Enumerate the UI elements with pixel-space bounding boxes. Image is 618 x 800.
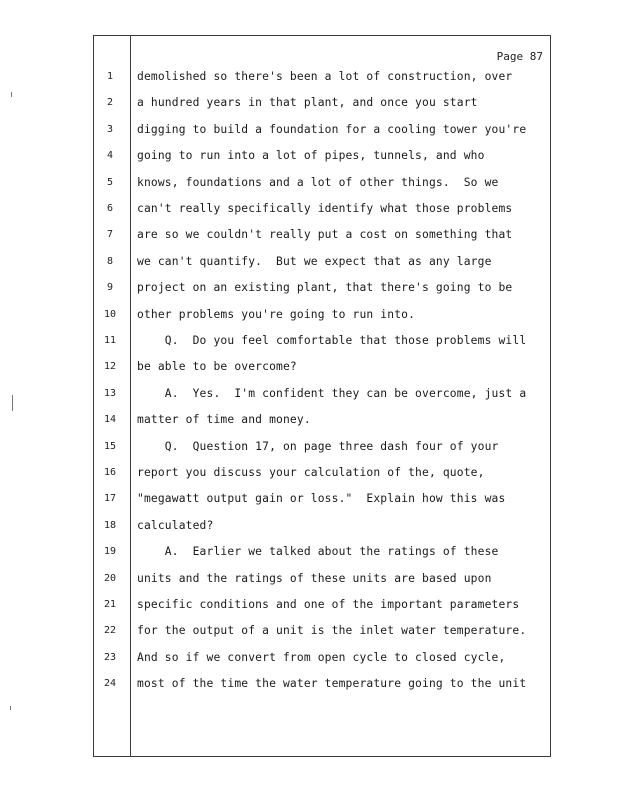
transcript-line: matter of time and money.: [137, 413, 311, 427]
transcript-line: be able to be overcome?: [137, 360, 297, 374]
line-number: 1: [106, 71, 114, 82]
line-number: 18: [103, 519, 117, 531]
transcript-line: A. Earlier we talked about the ratings of these: [137, 545, 499, 559]
transcript-line: are so we couldn't really put a cost on something that: [137, 228, 513, 242]
line-number: 6: [106, 203, 114, 214]
line-number: 13: [103, 387, 117, 399]
line-number: 19: [103, 546, 117, 558]
line-number: 8: [106, 255, 114, 267]
scan-speck: [12, 395, 13, 411]
line-number: 9: [106, 282, 114, 294]
line-number: 11: [103, 335, 117, 346]
transcript-line: Q. Question 17, on page three dash four of your: [137, 439, 499, 453]
line-number: 23: [103, 651, 117, 663]
transcript-line: A. Yes. I'm confident they can be overcome, just a: [137, 386, 527, 400]
line-number: 2: [106, 97, 114, 109]
transcript-line: specific conditions and one of the important parameters: [137, 598, 520, 611]
line-number: 14: [103, 414, 117, 426]
line-number: 16: [103, 467, 117, 478]
transcript-line: most of the time the water temperature going to the unit: [137, 677, 527, 691]
line-number: 5: [106, 176, 114, 188]
transcript-line: And so if we convert from open cycle to closed cycle,: [137, 650, 506, 664]
line-number: 20: [103, 572, 117, 584]
transcript-line: going to run into a lot of pipes, tunnels, and who: [137, 149, 485, 163]
line-number: 22: [103, 625, 117, 637]
scan-speck: [10, 706, 11, 710]
transcript-line: Q. Do you feel comfortable that those problems will: [137, 334, 527, 347]
transcript-line: we can't quantify. But we expect that as any large: [137, 254, 492, 268]
line-number: 24: [103, 678, 117, 690]
transcript-line: "megawatt output gain or loss." Explain how this was: [137, 492, 506, 506]
transcript-line: units and the ratings of these units are based upon: [137, 571, 492, 585]
line-number: 4: [106, 150, 114, 162]
line-number-margin-rule: [130, 35, 131, 757]
transcript-line: other problems you're going to run into.: [137, 307, 416, 321]
line-number: 12: [103, 361, 117, 373]
line-number: 17: [103, 493, 117, 505]
line-number: 15: [103, 440, 117, 452]
line-number: 10: [103, 308, 117, 320]
page-number-label: Page 87: [496, 50, 543, 63]
transcript-line: can't really specifically identify what those problems: [137, 202, 513, 215]
transcript-line: demolished so there's been a lot of construction, over: [137, 70, 513, 83]
transcript-line: project on an existing plant, that there's going to be: [137, 281, 513, 295]
transcript-line: digging to build a foundation for a cooling tower you're: [137, 122, 527, 136]
line-number: 3: [106, 123, 114, 135]
line-number: 21: [103, 599, 117, 610]
transcript-line: for the output of a unit is the inlet water temperature.: [137, 624, 527, 638]
transcript-line: knows, foundations and a lot of other things. So we: [137, 175, 499, 189]
transcript-line: calculated?: [137, 518, 214, 532]
transcript-line: a hundred years in that plant, and once you start: [137, 96, 478, 110]
line-number: 7: [106, 229, 114, 241]
transcript-line: report you discuss your calculation of the, quote,: [137, 466, 485, 479]
scan-speck: [11, 92, 12, 97]
